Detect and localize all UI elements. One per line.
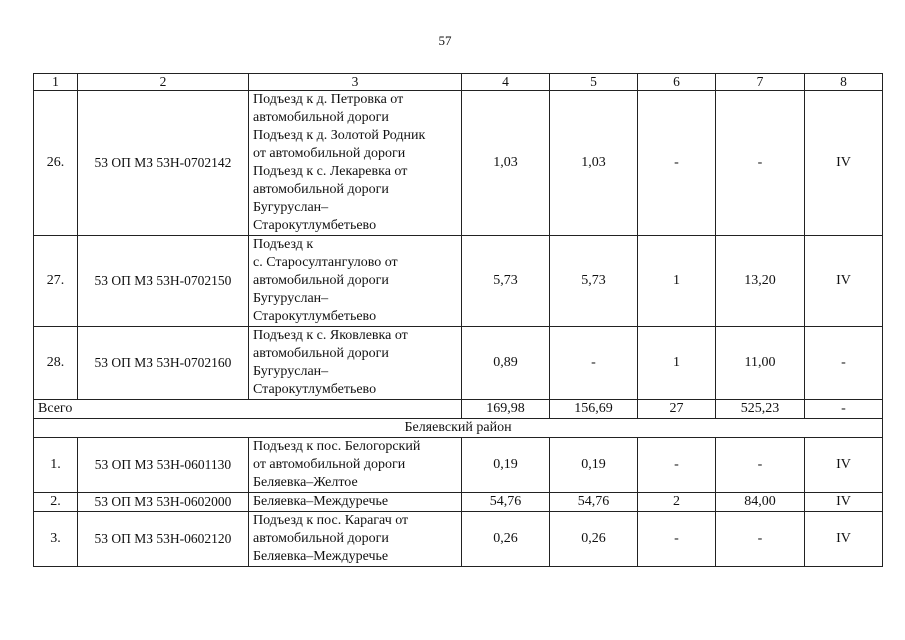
- column-header: 2: [78, 74, 249, 91]
- road-name-line: от автомобильной дороги: [253, 457, 406, 472]
- total-value-cell: 525,23: [716, 400, 805, 419]
- length-paved-cell: 0,26: [550, 512, 638, 567]
- road-category-cell: IV: [805, 236, 883, 327]
- road-name-cell: [249, 327, 462, 400]
- column-header: 4: [462, 74, 550, 91]
- row-number-cell: 2.: [34, 493, 78, 512]
- road-name-line: автомобильной дороги: [253, 110, 389, 125]
- row-number-cell: 3.: [34, 512, 78, 567]
- length-total-cell: 0,26: [462, 512, 550, 567]
- table-row: [34, 327, 883, 400]
- total-label: Всего: [34, 400, 462, 419]
- table-row: [34, 438, 883, 493]
- total-row: [34, 400, 883, 419]
- bridges-length-cell: -: [716, 512, 805, 567]
- road-code-cell: 53 ОП МЗ 53Н-0602000: [78, 493, 249, 512]
- road-name-line: Старокутлумбетьево: [253, 382, 377, 397]
- road-name-line: от автомобильной дороги: [253, 146, 406, 161]
- road-name-line: автомобильной дороги: [253, 182, 389, 197]
- road-name-line: Подъезд к д. Петровка от: [253, 92, 404, 107]
- length-paved-cell: 5,73: [550, 236, 638, 327]
- road-name-cell: [249, 91, 462, 236]
- road-name-line: Подъезд к с. Яковлевка от: [253, 328, 408, 343]
- row-number-cell: 1.: [34, 438, 78, 493]
- total-value-cell: 27: [638, 400, 716, 419]
- road-name-cell: [249, 493, 462, 512]
- page-number: 57: [438, 33, 452, 48]
- total-value-cell: -: [805, 400, 883, 419]
- road-name-line: Подъезд к д. Золотой Родник: [253, 128, 426, 143]
- total-value-cell: 156,69: [550, 400, 638, 419]
- road-name-line: автомобильной дороги: [253, 273, 389, 288]
- table-row: [34, 512, 883, 567]
- road-name-line: Беляевка–Междуречье: [253, 549, 389, 564]
- bridges-length-cell: 84,00: [716, 493, 805, 512]
- column-header: 8: [805, 74, 883, 91]
- road-name-line: автомобильной дороги: [253, 346, 389, 361]
- road-code-cell: 53 ОП МЗ 53Н-0702142: [78, 91, 249, 236]
- bridges-count-cell: 1: [638, 327, 716, 400]
- road-name-line: автомобильной дороги: [253, 531, 389, 546]
- road-name-line: с. Старосултангулово от: [253, 255, 398, 270]
- road-name-line: Бугуруслан–: [253, 364, 329, 379]
- row-number-cell: 27.: [34, 236, 78, 327]
- road-code-cell: 53 ОП МЗ 53Н-0602120: [78, 512, 249, 567]
- road-name-line: Подъезд к с. Лекаревка от: [253, 164, 408, 179]
- bridges-count-cell: 1: [638, 236, 716, 327]
- bridges-length-cell: 13,20: [716, 236, 805, 327]
- road-code-cell: 53 ОП МЗ 53Н-0702160: [78, 327, 249, 400]
- road-name-cell: [249, 236, 462, 327]
- road-name-line: Подъезд к пос. Карагач от: [253, 513, 409, 528]
- roads-table: [33, 73, 883, 567]
- bridges-count-cell: 2: [638, 493, 716, 512]
- length-paved-cell: 54,76: [550, 493, 638, 512]
- table-row: [34, 91, 883, 236]
- column-header: 1: [34, 74, 78, 91]
- road-category-cell: IV: [805, 512, 883, 567]
- row-number-cell: 26.: [34, 91, 78, 236]
- column-header: 7: [716, 74, 805, 91]
- length-total-cell: 0,89: [462, 327, 550, 400]
- length-paved-cell: 0,19: [550, 438, 638, 493]
- road-name-line: Подъезд к пос. Белогорский: [253, 439, 421, 454]
- bridges-count-cell: -: [638, 91, 716, 236]
- road-category-cell: -: [805, 327, 883, 400]
- road-category-cell: IV: [805, 493, 883, 512]
- table-row: [34, 236, 883, 327]
- length-paved-cell: 1,03: [550, 91, 638, 236]
- road-category-cell: IV: [805, 91, 883, 236]
- road-name-line: Старокутлумбетьево: [253, 218, 377, 233]
- length-total-cell: 0,19: [462, 438, 550, 493]
- bridges-length-cell: 11,00: [716, 327, 805, 400]
- road-name-cell: [249, 438, 462, 493]
- row-number-cell: 28.: [34, 327, 78, 400]
- length-total-cell: 54,76: [462, 493, 550, 512]
- column-header: 5: [550, 74, 638, 91]
- road-category-cell: IV: [805, 438, 883, 493]
- road-name-line: Беляевка–Желтое: [253, 475, 358, 490]
- table-row: [34, 493, 883, 512]
- bridges-count-cell: -: [638, 438, 716, 493]
- column-header: 3: [249, 74, 462, 91]
- length-total-cell: 5,73: [462, 236, 550, 327]
- road-code-cell: 53 ОП МЗ 53Н-0601130: [78, 438, 249, 493]
- column-header: 6: [638, 74, 716, 91]
- road-name-line: Бугуруслан–: [253, 291, 329, 306]
- bridges-length-cell: -: [716, 438, 805, 493]
- road-name-cell: [249, 512, 462, 567]
- road-code-cell: 53 ОП МЗ 53Н-0702150: [78, 236, 249, 327]
- road-name-line: Бугуруслан–: [253, 200, 329, 215]
- road-name-line: Беляевка–Междуречье: [253, 494, 389, 509]
- length-paved-cell: -: [550, 327, 638, 400]
- road-name-line: Подъезд к: [253, 237, 314, 252]
- header-row: [34, 74, 883, 91]
- section-title: Беляевский район: [34, 419, 883, 438]
- bridges-length-cell: -: [716, 91, 805, 236]
- section-row: [34, 419, 883, 438]
- total-value-cell: 169,98: [462, 400, 550, 419]
- road-name-line: Старокутлумбетьево: [253, 309, 377, 324]
- length-total-cell: 1,03: [462, 91, 550, 236]
- bridges-count-cell: -: [638, 512, 716, 567]
